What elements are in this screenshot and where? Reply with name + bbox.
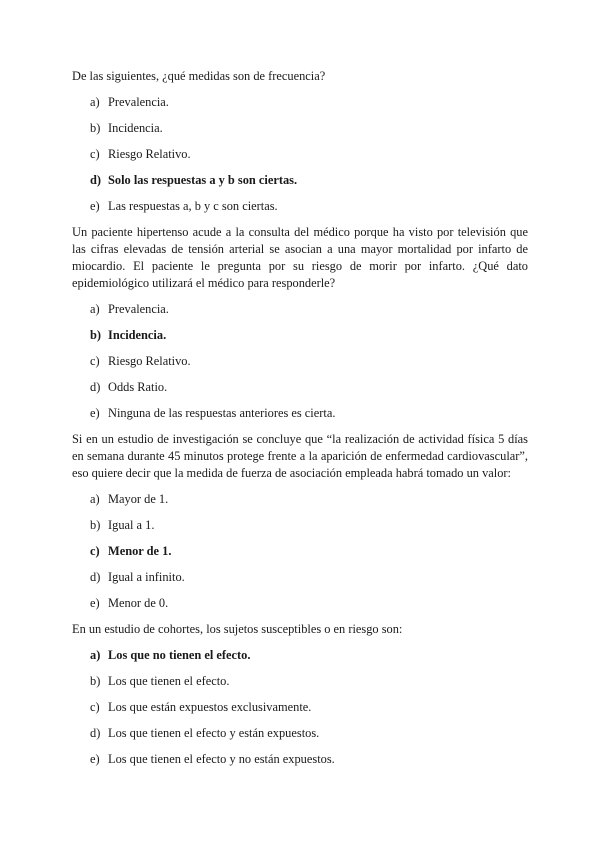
option-text: Los que tienen el efecto.: [108, 674, 230, 688]
option-letter: e): [90, 406, 100, 420]
option-letter: b): [90, 328, 102, 342]
option-text: Prevalencia.: [108, 302, 169, 316]
question-block: [72, 68, 528, 224]
option-text: Menor de 1.: [108, 544, 172, 558]
question-text: En un estudio de cohortes, los sujetos susceptibles o en riesgo son:: [72, 622, 403, 636]
question-text: De las siguientes, ¿qué medidas son de frecuencia?: [72, 69, 326, 83]
option-item: [72, 353, 528, 370]
option-text: Los que tienen el efecto y no están expuestos.: [108, 752, 335, 766]
option-item: [72, 301, 528, 318]
document-page: [72, 68, 528, 768]
option-item: [72, 673, 528, 690]
option-letter: e): [90, 199, 100, 213]
option-text: Las respuestas a, b y c son ciertas.: [108, 199, 278, 213]
option-text: Igual a infinito.: [108, 570, 185, 584]
option-list: [72, 491, 528, 612]
option-item: [72, 405, 528, 422]
option-item: [72, 491, 528, 508]
question-block: [72, 621, 528, 768]
option-item-correct: [72, 327, 528, 344]
option-letter: c): [90, 147, 100, 161]
option-list: [72, 301, 528, 422]
option-text: Ninguna de las respuestas anteriores es cierta.: [108, 406, 336, 420]
option-letter: d): [90, 380, 101, 394]
option-text: Incidencia.: [108, 121, 163, 135]
question-text: Un paciente hipertenso acude a la consulta del médico porque ha visto por televisión que las cifras elevadas de tensión arterial se asocian a una mayor mortalidad por infarto de miocardio. El paciente le pregunta por su riesgo de morir por infarto. ¿Qué dato epidemiológico utilizará el médico para responderle?: [72, 225, 528, 290]
option-letter: b): [90, 518, 101, 532]
option-item: [72, 699, 528, 716]
option-text: Los que están expuestos exclusivamente.: [108, 700, 312, 714]
option-text: Menor de 0.: [108, 596, 169, 610]
option-text: Riesgo Relativo.: [108, 354, 191, 368]
question-block: [72, 431, 528, 621]
option-letter: a): [90, 302, 100, 316]
option-letter: b): [90, 121, 101, 135]
question-block: [72, 224, 528, 431]
option-item: [72, 595, 528, 612]
option-letter: d): [90, 173, 102, 187]
option-item: [72, 198, 528, 215]
option-item-correct: [72, 172, 528, 189]
option-letter: c): [90, 354, 100, 368]
option-letter: d): [90, 726, 101, 740]
option-text: Incidencia.: [108, 328, 167, 342]
option-text: Los que tienen el efecto y están expuestos.: [108, 726, 320, 740]
option-item: [72, 569, 528, 586]
option-item-correct: [72, 647, 528, 664]
option-letter: a): [90, 648, 101, 662]
option-item: [72, 120, 528, 137]
question-text: Si en un estudio de investigación se concluye que “la realización de actividad física 5 días en semana durante 45 minutos protege frente a la aparición de enfermedad cardiovascular”, eso quiere decir que la medida de fuerza de asociación empleada habrá tomado un valor:: [72, 432, 528, 480]
option-letter: a): [90, 492, 100, 506]
option-letter: b): [90, 674, 101, 688]
option-letter: d): [90, 570, 101, 584]
option-text: Prevalencia.: [108, 95, 169, 109]
option-letter: e): [90, 596, 100, 610]
option-item: [72, 379, 528, 396]
option-list: [72, 94, 528, 215]
option-item: [72, 725, 528, 742]
option-text: Odds Ratio.: [108, 380, 168, 394]
option-text: Riesgo Relativo.: [108, 147, 191, 161]
option-letter: c): [90, 700, 100, 714]
option-item: [72, 94, 528, 111]
option-text: Igual a 1.: [108, 518, 155, 532]
option-item: [72, 751, 528, 768]
option-text: Los que no tienen el efecto.: [108, 648, 251, 662]
option-text: Solo las respuestas a y b son ciertas.: [108, 173, 298, 187]
option-item: [72, 146, 528, 163]
option-letter: a): [90, 95, 100, 109]
option-list: [72, 647, 528, 768]
option-letter: c): [90, 544, 100, 558]
option-text: Mayor de 1.: [108, 492, 169, 506]
option-item-correct: [72, 543, 528, 560]
option-letter: e): [90, 752, 100, 766]
option-item: [72, 517, 528, 534]
